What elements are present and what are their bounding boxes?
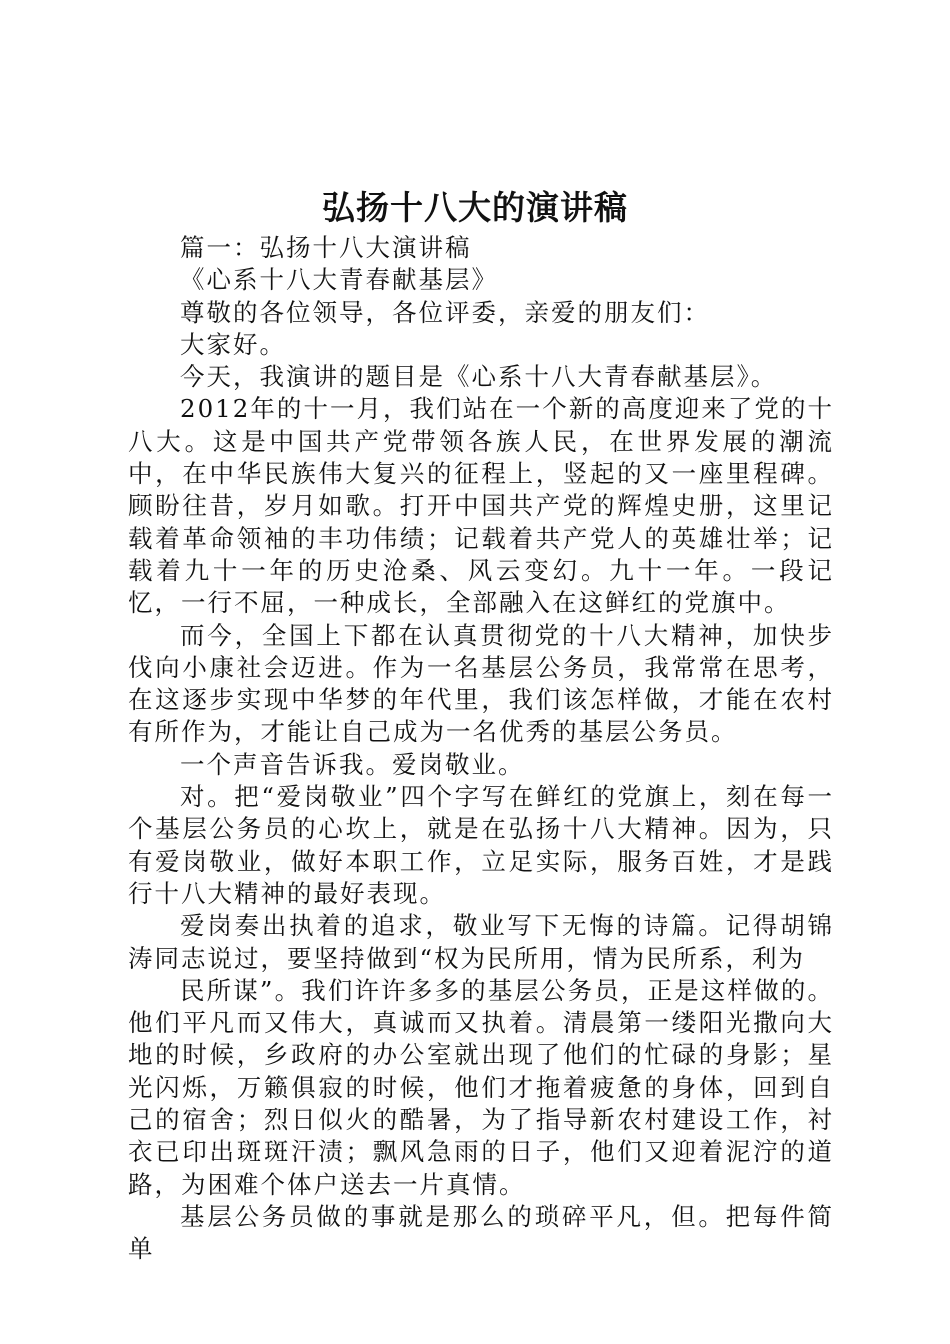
paragraph-topic: 今天，我演讲的题目是《心系十八大青春献基层》。 [180, 362, 778, 392]
document-body [128, 232, 834, 1266]
paragraph-body: 对。把“爱岗敬业”四个字写在鲜红的党旗上，刻在每一个基层公务员的心坎上，就是在弘扬十八大精神。因为，只有爱岗敬业，做好本职工作，立足实际，服务百姓，才是践行十八大精神的最好表现。 [128, 782, 834, 908]
paragraph-heading: 篇一：弘扬十八大演讲稿 [180, 233, 472, 262]
paragraph-body: 而今，全国上下都在认真贯彻党的十八大精神，加快步伐向小康社会迈进。作为一名基层公务员，我常常在思考，在这逐步实现中华梦的年代里，我们该怎样做，才能在农村有所作为，才能让自己成为一名优秀的基层公务员。 [128, 620, 834, 747]
paragraph-body: 一个声音告诉我。爱岗敬业。 [180, 749, 525, 779]
paragraph-body: 爱岗奏出执着的追求，敬业写下无悔的诗篇。记得胡锦涛同志说过，要坚持做到“权为民所用，情为民所系，利为 [128, 911, 834, 973]
paragraph-body: 基层公务员做的事就是那么的琐碎平凡，但。把每件简单 [128, 1201, 834, 1264]
paragraph-body: 2012年的十一月，我们站在一个新的高度迎来了党的十八大。这是中国共产党带领各族人民，在世界发展的潮流中，在中华民族伟大复兴的征程上，竖起的又一座里程碑。顾盼往昔，岁月如歌。打开中国共产党的辉煌史册，这里记载着革命领袖的丰功伟绩；记载着共产党人的英雄壮举；记载着九十一年的历史沧桑、风云变幻。九十一年。一段记忆，一行不屈，一种成长，全部融入在这鲜红的党旗中。 [128, 394, 834, 618]
document-title: 弘扬十八大的演讲稿 [322, 188, 628, 227]
paragraph-body: 民所谋”。我们许许多多的基层公务员，正是这样做的。他们平凡而又伟大，真诚而又执着。清晨第一缕阳光撒向大地的时候，乡政府的办公室就出现了他们的忙碌的身影；星光闪烁，万籁俱寂的时候，他们才拖着疲惫的身体，回到自己的宿舍；烈日似火的酷暑，为了指导新农村建设工作，衬衣已印出斑斑汗渍；飘风急雨的日子，他们又迎着泥泞的道路，为困难个体户送去一片真情。 [128, 975, 834, 1199]
paragraph-greeting: 大家好。 [180, 329, 286, 359]
paragraph-speech-title: 《心系十八大青春献基层》 [180, 265, 498, 295]
paragraph-salutation: 尊敬的各位领导，各位评委，亲爱的朋友们： [180, 297, 710, 327]
